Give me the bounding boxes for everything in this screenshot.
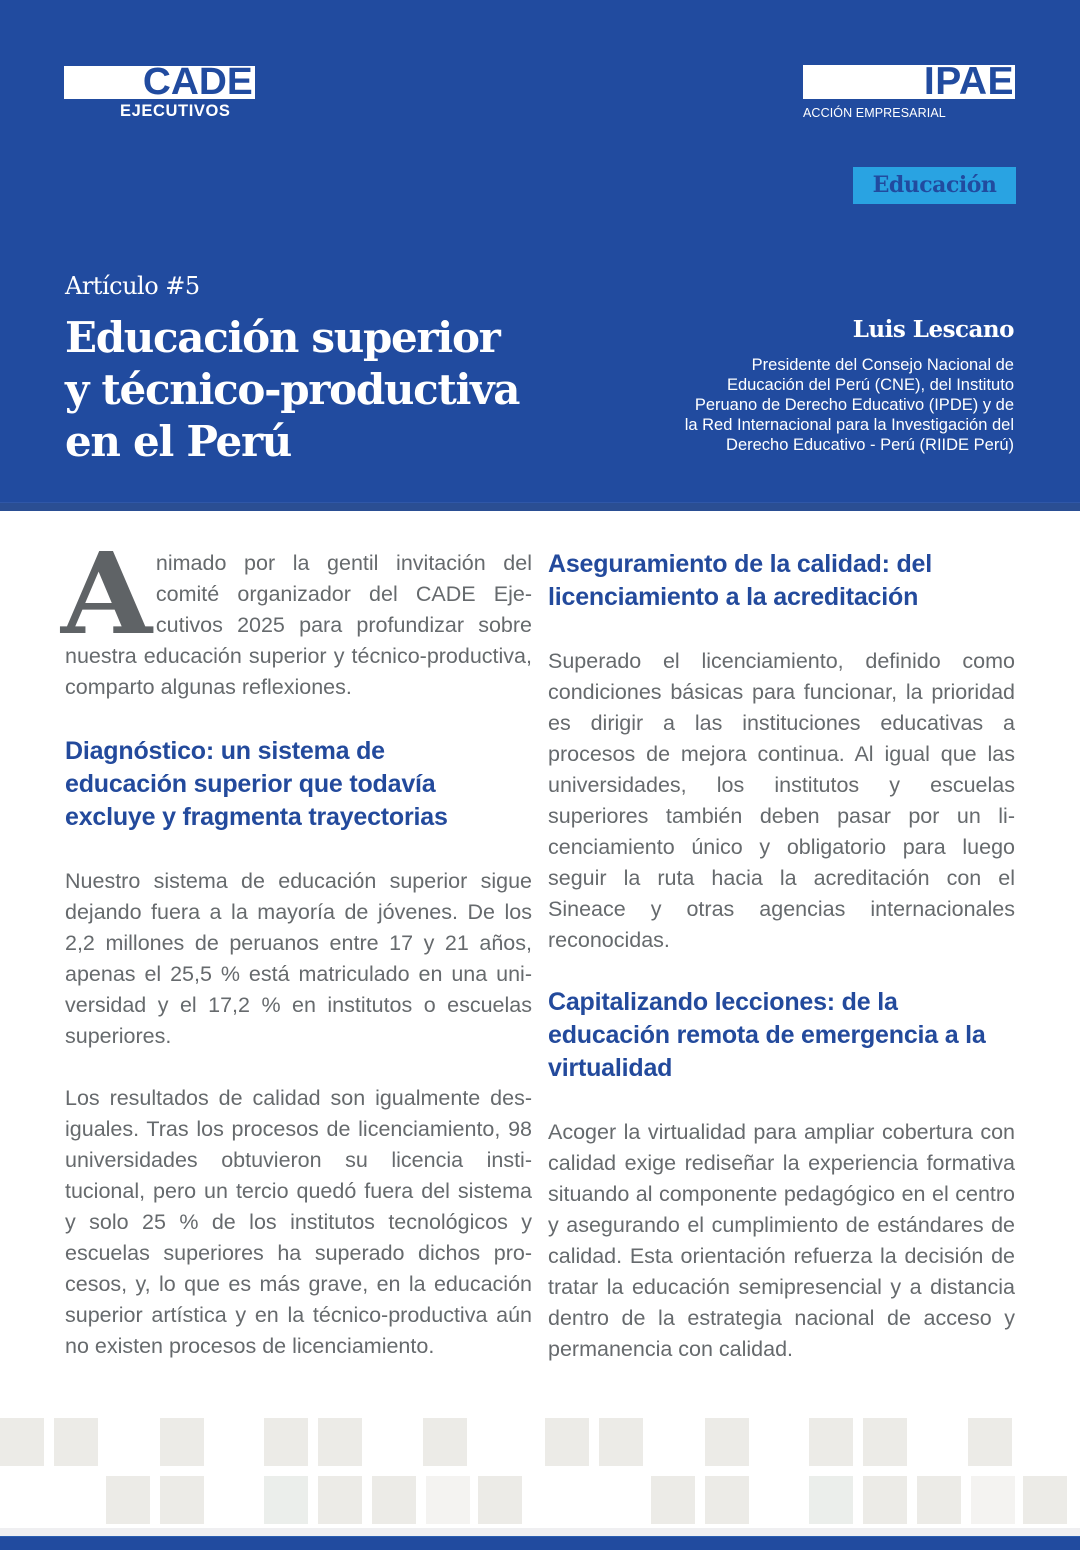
- author-role-line: Peruano de Derecho Educativo (IPDE) y de: [694, 396, 1014, 414]
- pattern-block: [372, 1476, 416, 1524]
- ipae-logo-word: IPAE: [923, 60, 1014, 103]
- author-role-line: Derecho Educativo - Perú (RIIDE Perú): [726, 436, 1014, 454]
- article-number: Artículo #5: [65, 272, 200, 300]
- title-line: en el Perú: [65, 417, 292, 466]
- pattern-block: [318, 1418, 362, 1466]
- right-column: [548, 548, 1015, 1365]
- cade-ejecutivos-logo: [64, 61, 255, 120]
- pattern-block: [971, 1476, 1015, 1524]
- footer-bar: [0, 1536, 1080, 1550]
- section-heading-aseguramiento: Aseguramiento de la calidad: del licenciamiento a la acreditación: [548, 550, 932, 611]
- ipae-logo: [803, 60, 1015, 125]
- intro-paragraph: [60, 529, 532, 703]
- article-header: [0, 0, 1080, 510]
- left-column: [60, 529, 532, 1362]
- pattern-block: [264, 1418, 308, 1466]
- pattern-block: [1023, 1476, 1067, 1524]
- pattern-block: [599, 1418, 643, 1466]
- pattern-block: [968, 1418, 1012, 1466]
- ipae-logo-subtitle: ACCIÓN EMPRESARIAL: [803, 106, 946, 120]
- pattern-block: [809, 1418, 853, 1466]
- body-paragraph: Nuestro sistema de educación superior sigue dejando fuera a la mayoría de jóvenes. De los 2,2 millones de peruanos entre 17 y 21 años, apenas el 25,5 % está matriculado en una universidad y el 17,2 % en institutos o escuelas superiores.: [65, 869, 532, 1048]
- decorative-block-pattern: [0, 1418, 1080, 1528]
- pattern-block: [705, 1418, 749, 1466]
- pattern-block: [545, 1418, 589, 1466]
- pattern-block: [917, 1476, 961, 1524]
- pattern-block: [264, 1476, 308, 1524]
- pattern-block: [426, 1476, 470, 1524]
- pattern-block: [318, 1476, 362, 1524]
- pattern-block: [809, 1476, 853, 1524]
- ipae-logo-bar: [803, 60, 1015, 103]
- intro-text: nimado por la gentil invitación del comité organizador del CADE Ejecutivos 2025 para profundizar sobre nuestra educación superior y técnico-productiva, comparto algunas reflexiones.: [65, 551, 532, 699]
- pattern-block: [54, 1418, 98, 1466]
- pattern-block: [863, 1418, 907, 1466]
- section-badge: Educación: [853, 167, 1016, 204]
- body-paragraph: Los resultados de calidad son igualmente desiguales. Tras los procesos de licenciamiento, 98 universidades obtuvieron su licencia institucional, pero un tercio quedó fuera del sistema y solo 25 % de los institutos tecnológicos y escuelas superiores ha superado dichos procesos, y, lo que es más grave, en la educación superior artística y en la técnico-productiva aún no existen procesos de licenciamiento.: [65, 1086, 532, 1358]
- drop-cap: A: [60, 529, 153, 660]
- author-name: Luis Lescano: [852, 316, 1014, 343]
- pattern-block: [0, 1418, 44, 1466]
- body-paragraph: Acoger la virtualidad para ampliar cobertura con calidad exige rediseñar la experiencia formativa situando al componente pedagógico en el centro y asegurando el cumplimiento de estándares de calidad. Esta orientación refuerza la decisión de tratar la educación semipresencial y a distancia dentro de la estrategia nacional de acceso y permanencia con calidad.: [548, 1120, 1015, 1361]
- article-title: [65, 312, 585, 468]
- author-role-line: Presidente del Consejo Nacional de: [751, 356, 1014, 374]
- cade-logo-bar: [64, 61, 255, 103]
- cade-logo-subtitle: EJECUTIVOS: [120, 102, 231, 120]
- pattern-block: [160, 1418, 204, 1466]
- pattern-block: [106, 1476, 150, 1524]
- section-heading-capitalizando: Capitalizando lecciones: de la educación remota de emergencia a la virtualidad: [548, 988, 986, 1082]
- title-line: Educación superior: [65, 313, 500, 362]
- cade-logo-word: CADE: [143, 61, 253, 103]
- pattern-block: [651, 1476, 695, 1524]
- body-paragraph: Superado el licenciamiento, definido como condiciones básicas para funcionar, la prioridad es dirigir a las instituciones educativas a procesos de mejora continua. Al igual que las universidades, los institutos y escuelas superiores también deben pasar por un licenciamiento único y obligatorio para luego seguir la ruta hacia la acreditación con el Sineace y otras agencias internacionales reconocidas.: [548, 649, 1015, 952]
- author-role-line: Educación del Perú (CNE), del Instituto: [726, 376, 1014, 394]
- pattern-block: [863, 1476, 907, 1524]
- header-bottom-edge: [0, 502, 1080, 511]
- author-role: [614, 355, 1014, 455]
- author-role-line: la Red Internacional para la Investigación del: [684, 416, 1014, 434]
- title-line: y técnico-productiva: [65, 365, 520, 414]
- pattern-block: [478, 1476, 522, 1524]
- pattern-block: [423, 1418, 467, 1466]
- section-heading-diagnostico: Diagnóstico: un sistema de educación superior que todavía excluye y fragmenta trayectorias: [65, 737, 448, 831]
- footer-strip: [0, 1528, 1080, 1536]
- pattern-block: [160, 1476, 204, 1524]
- pattern-block: [705, 1476, 749, 1524]
